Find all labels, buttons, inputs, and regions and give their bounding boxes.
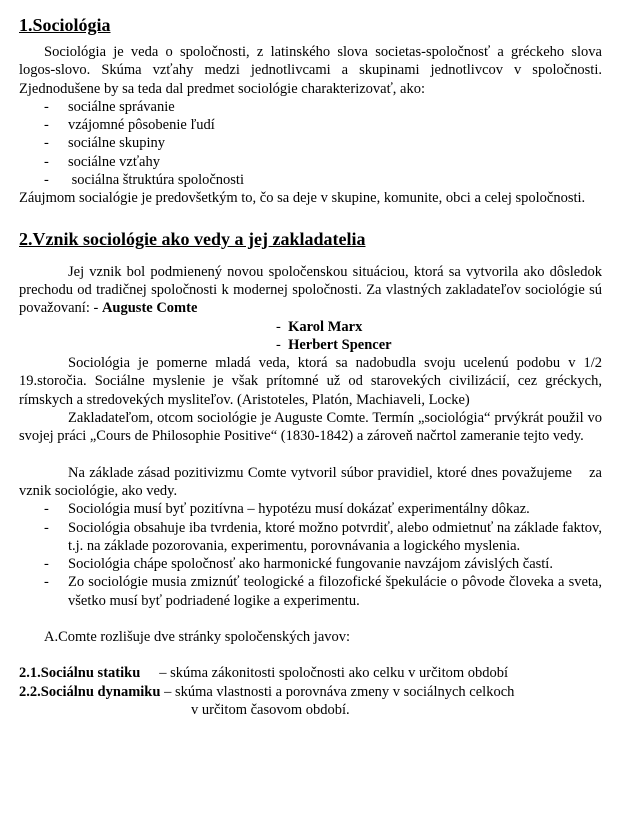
definition-statics [19,664,602,682]
subject-list [19,98,602,189]
phenomena-paragraph: A.Comte rozlišuje dve stránky spoločenských javov: [44,629,351,646]
list-item: - vzájomné pôsobenie ľudí [19,116,602,134]
list-item: - sociálne správanie [19,98,602,116]
list-item: - Sociológia chápe spoločnosť ako harmonické fungovanie navzájom závislých častí. [19,555,602,573]
section-1-intro: Sociológia je veda o spoločnosti, z latinského slova societas-spoločnosť a gréckeho slova logos-slovo. Skúma vzťahy medzi jednotlivcami a skupinami jednotlivcov v spoločnosti. Zjednodušene by sa teda dal predmet sociológie charakterizovať, ako: [19,44,602,97]
rules-list [19,500,602,610]
origin-text: Jej vznik bol podmienený novou spoločenskou situáciou, ktorá sa vytvorila ako dôsledok prechodu od tradičnej spoločnosti k modernej spoločnosti. Za vlastných zakladateľov sociológie sú považovaní: - [19,263,602,317]
dynamics-text: – skúma vlastnosti a porovnáva zmeny v sociálnych celkoch [164,683,515,700]
list-item: - Sociológia obsahuje iba tvrdenia, ktoré možno potvrdiť, alebo odmietnuť na základe faktov, t.j. na základe pozorovania, experimentu, porovnávania a logického myslenia. [19,519,602,556]
founder-marx: - Karol Marx [276,318,602,336]
founders-list [19,318,602,355]
young-science-paragraph: Sociológia je pomerne mladá veda, ktorá sa nadobudla svoju ucelenú podobu v 1/2 19.storočia. Sociálne myslenie je však prítomné už od starovekých civilizácií, cez gréckych, rímskych a stredovekých mysliteľov. (Aristoteles, Platón, Machiaveli, Locke) [19,355,602,408]
list-item: - Zo sociológie musia zmiznúť teologické a filozofické špekulácie o pôvode človeka a sveta, všetko musí byť podriadené logike a experimentu. [19,573,602,610]
statics-text: – skúma zákonitosti spoločnosti ako celku v určitom období [159,665,509,682]
term-statics: 2.1.Sociálnu statiku [19,665,141,682]
list-item: - sociálne skupiny [19,134,602,152]
positivism-paragraph: Na základe zásad pozitivizmu Comte vytvoril súbor pravidiel, ktoré dnes považujeme za vznik sociológie, ako vedy. [19,464,606,499]
definition-dynamics [19,683,602,701]
list-item: - Sociológia musí byť pozitívna – hypotézu musí dokázať experimentálny dôkaz. [19,500,602,518]
list-item: - sociálna štruktúra spoločnosti [19,171,602,189]
term-dynamics: 2.2.Sociálnu dynamiku [19,683,161,700]
comte-paragraph: Zakladateľom, otcom sociológie je Auguste Comte. Termín „sociológia“ prvýkrát použil vo svojej práci „Cours de Philosophie Positive“ (1830-1842) a zároveň načrtol zameranie tejto vedy. [19,410,602,445]
list-item: - sociálne vzťahy [19,153,602,171]
section-1-closing: Záujmom socialógie je predovšetkým to, čo sa deje v skupine, komunite, obci a celej spoločnosti. [19,190,586,207]
founder-spencer: - Herbert Spencer [276,336,602,354]
spacer [19,446,602,464]
spacer [19,610,602,628]
section-2-heading: 2.Vznik sociológie ako vedy a jej zakladatelia [19,228,366,249]
dynamics-continuation: v určitom časovom období. [191,701,350,718]
spacer [19,646,602,664]
section-1-heading: 1.Sociológia [19,15,111,35]
origin-paragraph [19,263,602,318]
founder-comte: Auguste Comte [101,300,198,317]
